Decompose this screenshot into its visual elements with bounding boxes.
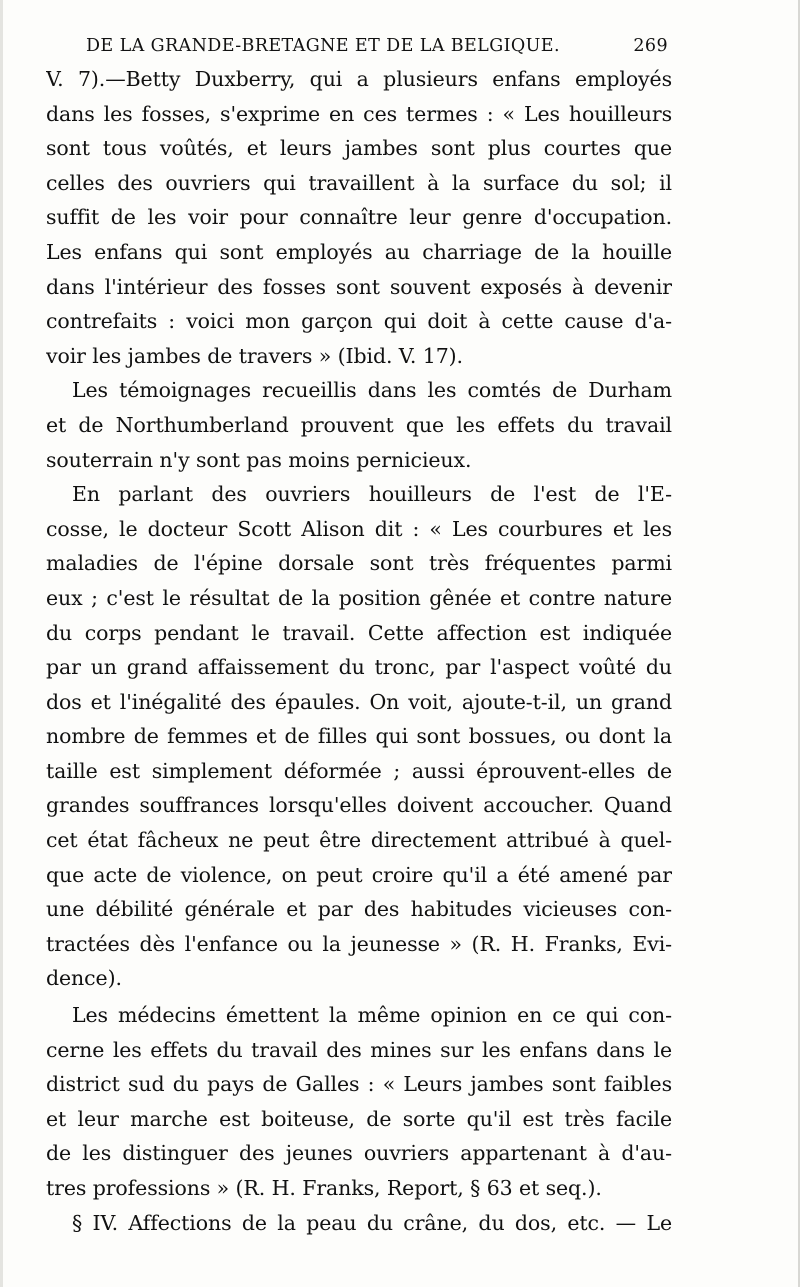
- text-line: cosse, le docteur Scott Alison dit : « Les courbures et les: [46, 516, 672, 541]
- text-line: tractées dès l'enfance ou la jeunesse » (R. H. Franks, Evi-: [46, 931, 672, 956]
- text-line: district sud du pays de Galles : « Leurs jambes sont faibles: [46, 1072, 672, 1097]
- text-line: taille est simplement déformée ; aussi éprouvent-elles de: [46, 758, 672, 783]
- section-heading-paragraph: [46, 1206, 672, 1241]
- running-header: [46, 30, 672, 62]
- text-line: celles des ouvriers qui travaillent à la surface du sol; il: [46, 170, 672, 195]
- text-line: une débilité générale et par des habitudes vicieuses con-: [46, 897, 672, 922]
- text-line: En parlant des ouvriers houilleurs de l'est de l'E-: [72, 482, 672, 507]
- running-title: DE LA GRANDE-BRETAGNE ET DE LA BELGIQUE.: [86, 36, 560, 56]
- text-line: cerne les effets du travail des mines sur les enfans dans le: [46, 1037, 672, 1062]
- text-line: contrefaits : voici mon garçon qui doit à cette cause d'a-: [46, 309, 672, 334]
- text-line: Les témoignages recueillis dans les comtés de Durham: [72, 378, 672, 403]
- text-line: grandes souffrances lorsqu'elles doivent accoucher. Quand: [46, 793, 672, 818]
- paragraph: [46, 373, 672, 477]
- text-line: tres professions » (R. H. Franks, Report, § 63 et seq.).: [46, 1176, 602, 1200]
- text-line: par un grand affaissement du tronc, par l'aspect voûté du: [46, 655, 672, 680]
- page-number: 269: [633, 36, 668, 56]
- text-line: et leur marche est boiteuse, de sorte qu'il est très facile: [46, 1106, 672, 1131]
- text-line: Les enfans qui sont employés au charriage de la houille: [46, 239, 672, 264]
- text-line: V. 7).—Betty Duxberry, qui a plusieurs enfans employés: [46, 67, 672, 91]
- text-line: nombre de femmes et de filles qui sont bossues, ou dont la: [46, 724, 672, 749]
- text-line: maladies de l'épine dorsale sont très fréquentes parmi: [46, 551, 672, 576]
- text-line: § IV. Affections de la peau du crâne, du dos, etc. — Le: [72, 1210, 672, 1235]
- text-line: dence).: [46, 966, 122, 991]
- text-line: sont tous voûtés, et leurs jambes sont plus courtes que: [46, 136, 672, 161]
- text-line: cet état fâcheux ne peut être directement attribué à quel-: [46, 828, 672, 853]
- paragraph: [46, 62, 672, 373]
- text-line: souterrain n'y sont pas moins pernicieux.: [46, 447, 472, 472]
- text-line: de les distinguer des jeunes ouvriers appartenant à d'au-: [46, 1141, 672, 1166]
- page-text-block: [46, 30, 672, 1240]
- page-left-edge: [0, 0, 3, 1287]
- text-line: et de Northumberland prouvent que les effets du travail: [46, 412, 672, 437]
- paragraph: [46, 998, 672, 1206]
- paragraph: [46, 477, 672, 996]
- text-line: dos et l'inégalité des épaules. On voit, ajoute-t-il, un grand: [46, 689, 672, 714]
- text-line: suffit de les voir pour connaître leur genre d'occupation.: [46, 205, 672, 230]
- text-line: Les médecins émettent la même opinion en ce qui con-: [72, 1003, 672, 1028]
- text-line: eux ; c'est le résultat de la position gênée et contre nature: [46, 585, 672, 610]
- text-line: du corps pendant le travail. Cette affection est indiquée: [46, 620, 672, 645]
- text-line: dans les fosses, s'exprime en ces termes : « Les houilleurs: [46, 101, 672, 126]
- text-line: que acte de violence, on peut croire qu'il a été amené par: [46, 862, 672, 887]
- text-line: dans l'intérieur des fosses sont souvent exposés à devenir: [46, 274, 672, 299]
- text-line: voir les jambes de travers » (Ibid. V. 17).: [46, 343, 463, 368]
